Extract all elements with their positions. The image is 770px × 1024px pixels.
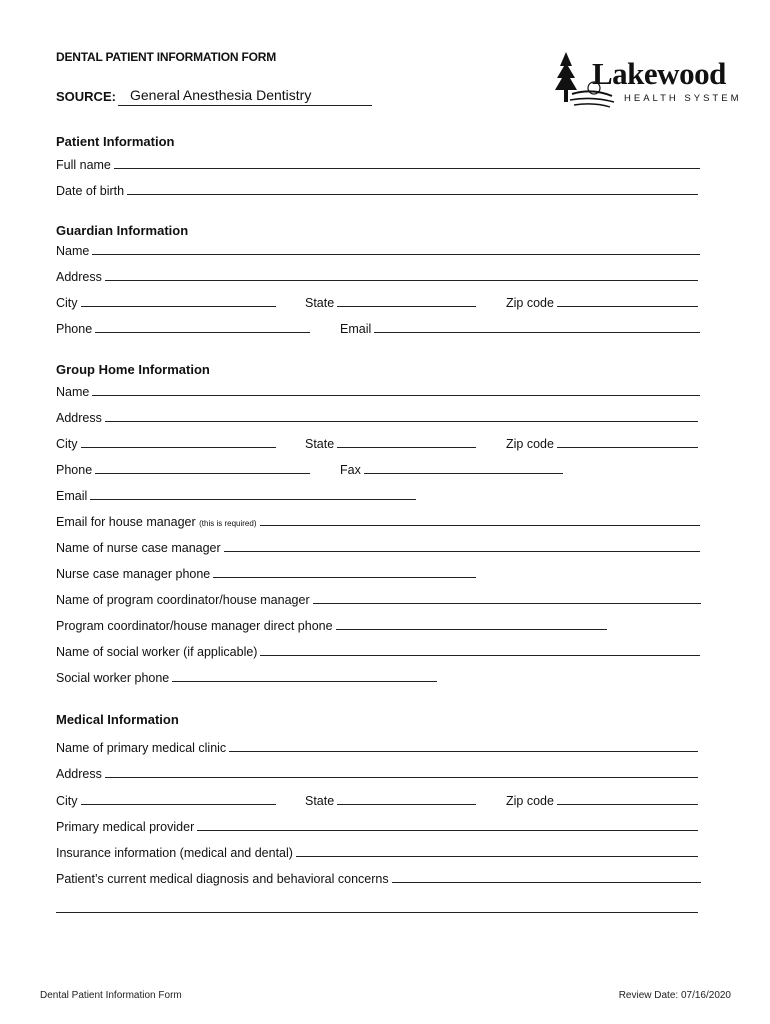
nurse-case-manager-phone-field[interactable] xyxy=(56,563,476,581)
insurance-field[interactable] xyxy=(56,842,698,860)
program-coordinator-field[interactable] xyxy=(56,589,701,607)
nurse-case-manager-field[interactable] xyxy=(56,537,700,555)
guardian-address-field[interactable] xyxy=(56,266,698,284)
group-home-name-field[interactable] xyxy=(56,381,700,399)
guardian-name-label: Name xyxy=(56,244,90,258)
diagnosis-field[interactable] xyxy=(56,868,701,886)
house-manager-email-field[interactable] xyxy=(56,511,700,529)
medical-city-field[interactable] xyxy=(56,790,276,808)
lakewood-logo xyxy=(552,50,742,116)
program-coordinator-phone-label: Program coordinator/house manager direct phone xyxy=(56,619,333,633)
program-coordinator-phone-field[interactable] xyxy=(56,615,607,633)
dob-field[interactable] xyxy=(56,180,698,198)
medical-clinic-label: Name of primary medical clinic xyxy=(56,741,227,755)
group-home-fax-label: Fax xyxy=(340,463,361,477)
guardian-city-field[interactable] xyxy=(56,292,276,310)
medical-state-label: State xyxy=(305,794,335,808)
social-worker-phone-field[interactable] xyxy=(56,667,437,685)
guardian-phone-label: Phone xyxy=(56,322,93,336)
full-name-label: Full name xyxy=(56,158,111,172)
medical-zip-label: Zip code xyxy=(506,794,554,808)
medical-provider-field[interactable] xyxy=(56,816,698,834)
group-home-name-label: Name xyxy=(56,385,90,399)
source-field[interactable]: General Anesthesia Dentistry xyxy=(118,86,372,106)
medical-provider-label: Primary medical provider xyxy=(56,820,195,834)
program-coordinator-label: Name of program coordinator/house manager xyxy=(56,593,310,607)
guardian-city-label: City xyxy=(56,296,78,310)
required-note: (this is required) xyxy=(199,519,257,528)
diagnosis-continuation-field[interactable] xyxy=(56,898,698,916)
social-worker-phone-label: Social worker phone xyxy=(56,671,170,685)
group-home-state-field[interactable] xyxy=(305,433,476,451)
guardian-email-label: Email xyxy=(340,322,372,336)
guardian-name-field[interactable] xyxy=(56,240,700,258)
medical-city-label: City xyxy=(56,794,78,808)
medical-address-field[interactable] xyxy=(56,763,698,781)
house-manager-email-label: Email for house manager (this is required) xyxy=(56,515,257,529)
group-home-address-field[interactable] xyxy=(56,407,698,425)
insurance-label: Insurance information (medical and dental) xyxy=(56,846,293,860)
nurse-case-manager-phone-label: Nurse case manager phone xyxy=(56,567,211,581)
group-home-phone-field[interactable] xyxy=(56,459,310,477)
guardian-info-heading: Guardian Information xyxy=(56,223,189,238)
guardian-phone-field[interactable] xyxy=(56,318,310,336)
guardian-zip-label: Zip code xyxy=(506,296,554,310)
group-home-phone-label: Phone xyxy=(56,463,93,477)
guardian-address-label: Address xyxy=(56,270,102,284)
nurse-case-manager-label: Name of nurse case manager xyxy=(56,541,221,555)
form-title: DENTAL PATIENT INFORMATION FORM xyxy=(56,50,277,64)
logo-subtitle: HEALTH SYSTEM xyxy=(624,93,742,104)
group-home-email-field[interactable] xyxy=(56,485,416,503)
footer-review-date: Review Date: 07/16/2020 xyxy=(618,990,731,1001)
guardian-state-field[interactable] xyxy=(305,292,476,310)
group-home-fax-field[interactable] xyxy=(340,459,563,477)
medical-info-heading: Medical Information xyxy=(56,712,179,727)
group-home-city-field[interactable] xyxy=(56,433,276,451)
group-home-address-label: Address xyxy=(56,411,102,425)
patient-info-heading: Patient Information xyxy=(56,134,175,149)
dob-label: Date of birth xyxy=(56,184,125,198)
social-worker-label: Name of social worker (if applicable) xyxy=(56,645,258,659)
guardian-email-field[interactable] xyxy=(340,318,700,336)
source-label: SOURCE: xyxy=(56,89,116,104)
guardian-state-label: State xyxy=(305,296,335,310)
group-home-zip-label: Zip code xyxy=(506,437,554,451)
medical-zip-field[interactable] xyxy=(506,790,698,808)
medical-address-label: Address xyxy=(56,767,102,781)
group-home-zip-field[interactable] xyxy=(506,433,698,451)
group-home-state-label: State xyxy=(305,437,335,451)
full-name-field[interactable] xyxy=(56,154,700,172)
group-home-city-label: City xyxy=(56,437,78,451)
group-home-heading: Group Home Information xyxy=(56,362,210,377)
medical-state-field[interactable] xyxy=(305,790,476,808)
logo-name: Lakewood xyxy=(592,56,726,91)
social-worker-field[interactable] xyxy=(56,641,700,659)
medical-clinic-field[interactable] xyxy=(56,737,698,755)
footer-form-name: Dental Patient Information Form xyxy=(40,990,182,1001)
diagnosis-label: Patient’s current medical diagnosis and behavioral concerns xyxy=(56,872,389,886)
guardian-zip-field[interactable] xyxy=(506,292,698,310)
group-home-email-label: Email xyxy=(56,489,88,503)
